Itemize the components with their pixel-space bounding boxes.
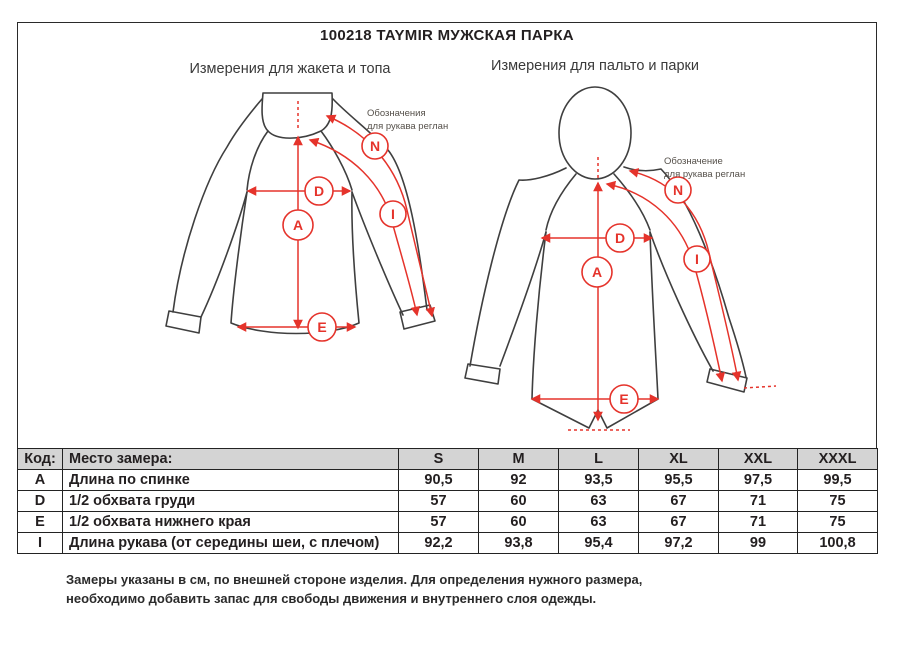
parka-hood xyxy=(559,87,631,179)
row-name: 1/2 обхвата нижнего края xyxy=(63,512,399,533)
table-row xyxy=(18,512,878,533)
row-value: 92,2 xyxy=(399,533,479,554)
header-code: Код: xyxy=(18,449,63,470)
row-code: I xyxy=(18,533,63,554)
row-name: 1/2 обхвата груди xyxy=(63,491,399,512)
row-value: 71 xyxy=(719,512,798,533)
row-code: E xyxy=(18,512,63,533)
row-name: Длина рукава (от середины шеи, с плечом) xyxy=(63,533,399,554)
raglan-annotation-line1: Обозначение xyxy=(664,156,723,167)
parka-right-raglan-seam xyxy=(614,174,650,230)
row-value: 92 xyxy=(479,470,559,491)
jacket-measurement-diagram xyxy=(150,85,460,375)
parka-left-cuff xyxy=(465,364,500,384)
row-value: 95,5 xyxy=(639,470,719,491)
header-size-xxxl: XXXL xyxy=(798,449,878,470)
measure-label-e: E xyxy=(317,319,327,335)
footer-note xyxy=(66,570,766,608)
jacket-measure-arrows xyxy=(238,101,432,341)
row-value: 97,5 xyxy=(719,470,798,491)
size-table-header-row xyxy=(18,449,878,470)
page-title-text: 100218 TAYMIR МУЖСКАЯ ПАРКА xyxy=(320,26,574,44)
measure-label-e: E xyxy=(619,391,629,407)
measure-label-n: N xyxy=(672,182,684,198)
measure-label-a: A xyxy=(591,264,603,280)
row-code: D xyxy=(18,491,63,512)
row-value: 67 xyxy=(639,491,719,512)
row-value: 99,5 xyxy=(798,470,878,491)
row-value: 75 xyxy=(798,512,878,533)
measure-label-n: N xyxy=(369,138,381,154)
raglan-annotation-line2: для рукава реглан xyxy=(664,169,746,180)
row-value: 63 xyxy=(559,512,639,533)
row-name: Длина по спинке xyxy=(63,470,399,491)
measure-label-i: I xyxy=(391,206,395,222)
measure-label-i: I xyxy=(695,251,699,267)
jacket-left-sleeve-inner xyxy=(201,192,247,317)
row-code: A xyxy=(18,470,63,491)
raglan-annotation-line2: для рукава реглан xyxy=(367,121,449,132)
measure-label-d: D xyxy=(313,183,325,199)
row-value: 67 xyxy=(639,512,719,533)
table-row xyxy=(18,491,878,512)
parka-measure-arrows xyxy=(532,157,776,430)
header-size-m: M xyxy=(479,449,559,470)
row-value: 93,5 xyxy=(559,470,639,491)
measure-i-curve xyxy=(607,184,722,381)
cuff-extension-dash xyxy=(744,386,776,388)
row-value: 100,8 xyxy=(798,533,878,554)
row-value: 97,2 xyxy=(639,533,719,554)
footer-note-line2: необходимо добавить запас для свободы движения и внутреннего слоя одежды. xyxy=(66,591,597,606)
raglan-annotation-line1: Обозначения xyxy=(367,108,426,119)
jacket-diagram-heading: Измерения для жакета и топа xyxy=(189,61,391,77)
row-value: 60 xyxy=(479,512,559,533)
parka-left-sleeve-outer xyxy=(470,168,566,366)
header-size-xl: XL xyxy=(639,449,719,470)
row-value: 99 xyxy=(719,533,798,554)
jacket-left-cuff xyxy=(166,311,201,333)
header-size-l: L xyxy=(559,449,639,470)
parka-left-raglan-seam xyxy=(546,174,576,230)
measure-i-curve xyxy=(310,140,417,315)
parka-diagram-heading: Измерения для пальто и парки xyxy=(491,58,699,74)
size-table xyxy=(17,448,878,554)
row-value: 93,8 xyxy=(479,533,559,554)
row-value: 57 xyxy=(399,491,479,512)
page-title xyxy=(17,22,877,48)
row-value: 60 xyxy=(479,491,559,512)
header-size-s: S xyxy=(399,449,479,470)
parka-right-cuff xyxy=(707,369,747,392)
header-place: Место замера: xyxy=(63,449,399,470)
measure-label-a: A xyxy=(292,217,304,233)
header-size-xxl: XXL xyxy=(719,449,798,470)
jacket-left-raglan-seam xyxy=(247,131,268,190)
row-value: 90,5 xyxy=(399,470,479,491)
measure-label-d: D xyxy=(614,230,626,246)
row-value: 95,4 xyxy=(559,533,639,554)
row-value: 75 xyxy=(798,491,878,512)
row-value: 71 xyxy=(719,491,798,512)
table-row xyxy=(18,470,878,491)
footer-note-line1: Замеры указаны в см, по внешней стороне изделия. Для определения нужного размера, xyxy=(66,572,643,587)
table-row xyxy=(18,533,878,554)
row-value: 63 xyxy=(559,491,639,512)
row-value: 57 xyxy=(399,512,479,533)
parka-measurement-diagram xyxy=(450,78,780,446)
